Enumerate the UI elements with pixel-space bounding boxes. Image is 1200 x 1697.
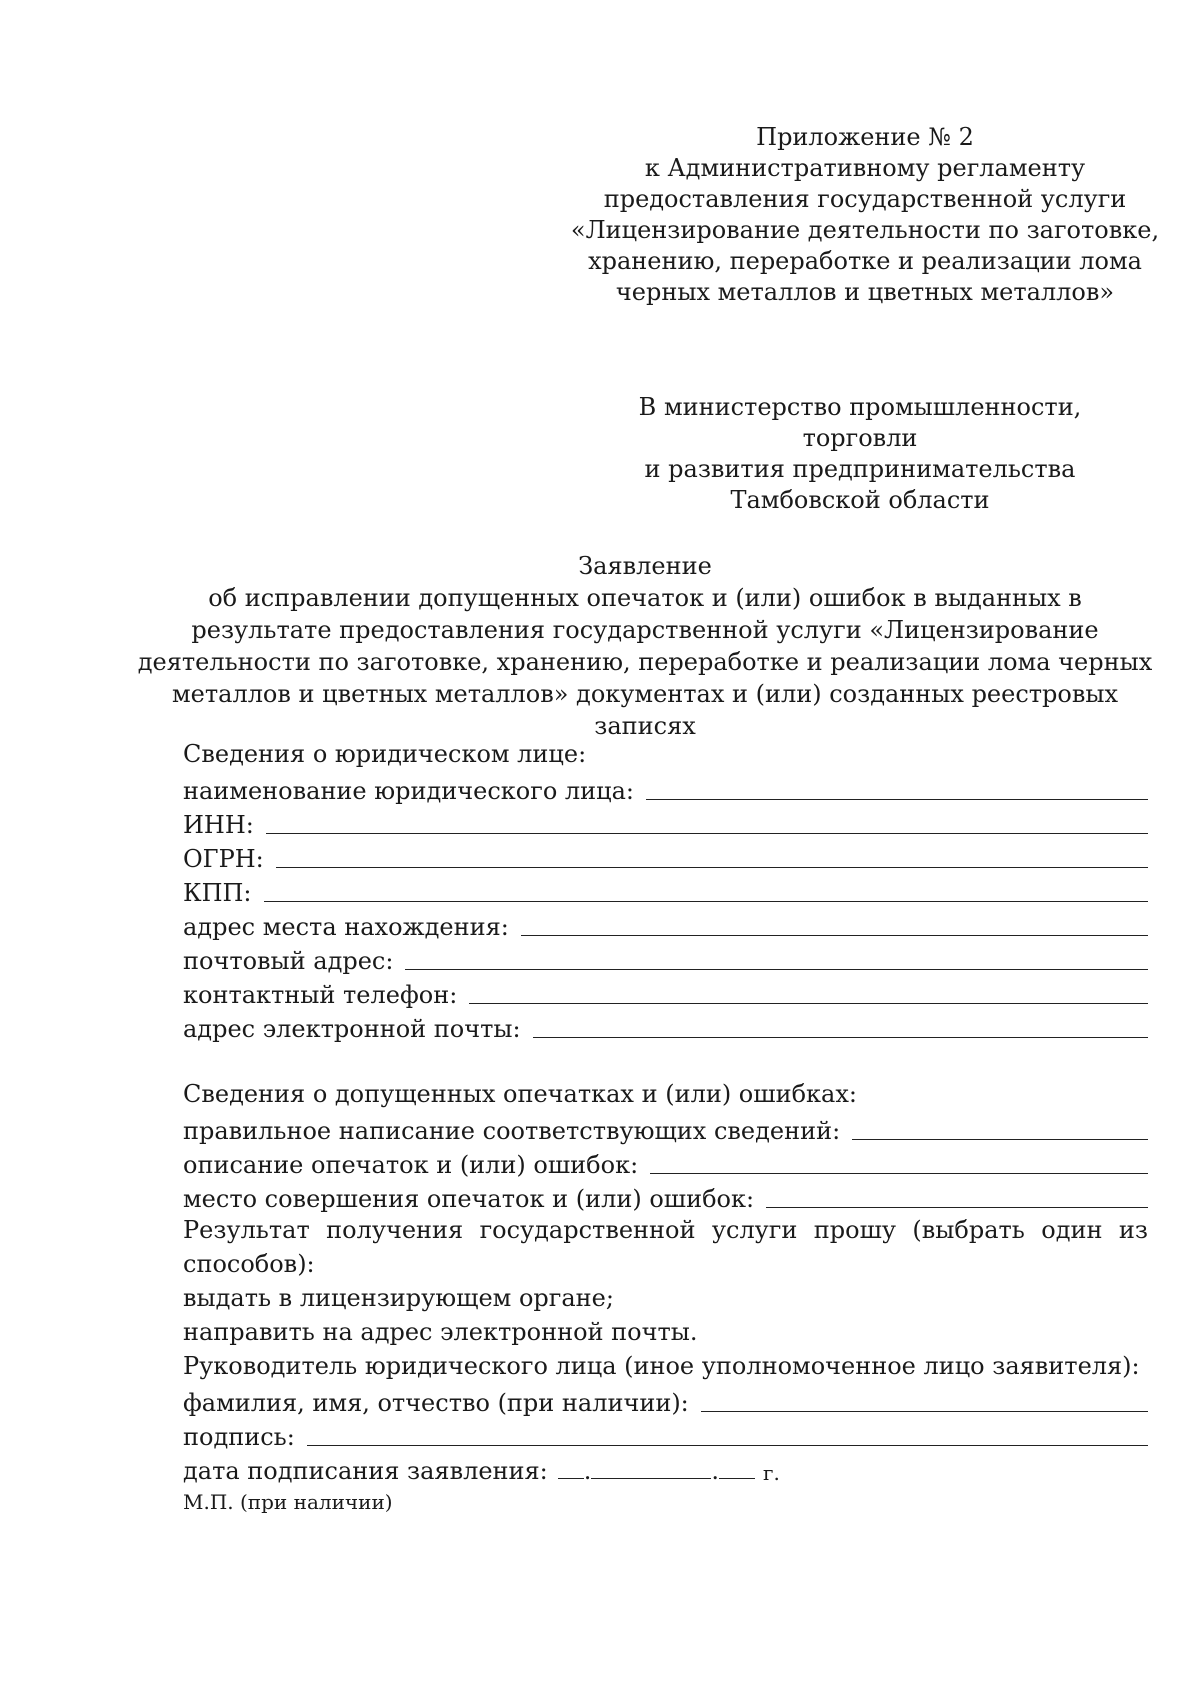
kpp-blank[interactable] [264, 900, 1148, 902]
location-label: адрес места нахождения: [183, 913, 509, 941]
signature-blank[interactable] [307, 1444, 1148, 1446]
appendix-line: Приложение № 2 [756, 123, 974, 151]
option-licensing-authority: выдать в лицензирующем органе; [183, 1284, 614, 1312]
name-field-row [183, 771, 1148, 805]
appendix-header [570, 122, 1160, 308]
inn-field-row [183, 805, 1148, 839]
place-label: место совершения опечаток и (или) ошибок: [183, 1185, 755, 1213]
errors-heading: Сведения о допущенных опечатках и (или) ошибках: [183, 1080, 857, 1108]
email-blank[interactable] [533, 1036, 1148, 1038]
inn-blank[interactable] [266, 832, 1148, 834]
postal-blank[interactable] [405, 968, 1148, 970]
date-year-blank[interactable] [719, 1477, 755, 1479]
fio-blank[interactable] [701, 1410, 1148, 1412]
title-line: металлов и цветных металлов» документах и (или) созданных реестровых записях [171, 680, 1119, 740]
appendix-line: черных металлов и цветных металлов» [615, 278, 1115, 306]
email-label: адрес электронной почты: [183, 1015, 521, 1043]
inn-label: ИНН: [183, 811, 254, 839]
location-field-row [183, 907, 1148, 941]
application-title [130, 550, 1160, 742]
email-field-row [183, 1009, 1148, 1043]
description-blank[interactable] [650, 1172, 1148, 1174]
appendix-line: к Административному регламенту [644, 154, 1086, 182]
addressee-line: В министерство промышленности, торговли [638, 393, 1082, 452]
ogrn-label: ОГРН: [183, 845, 264, 873]
legal-entity-heading: Сведения о юридическом лице: [183, 740, 587, 768]
result-line-2: способов): [183, 1250, 315, 1278]
stamp-note: М.П. (при наличии) [183, 1490, 393, 1514]
kpp-label: КПП: [183, 879, 252, 907]
date-separator: . [711, 1457, 720, 1485]
name-blank[interactable] [646, 798, 1148, 800]
date-field-row [183, 1451, 1148, 1485]
postal-label: почтовый адрес: [183, 947, 394, 975]
fio-label: фамилия, имя, отчество (при наличии): [183, 1389, 689, 1417]
addressee-block [580, 392, 1140, 516]
title-line: деятельности по заготовке, хранению, переработке и реализации лома черных [137, 648, 1153, 676]
application-form [183, 737, 1148, 1517]
description-field-row [183, 1145, 1148, 1179]
correct-field-row [183, 1111, 1148, 1145]
signature-label: подпись: [183, 1423, 295, 1451]
location-blank[interactable] [521, 934, 1148, 936]
appendix-line: хранению, переработке и реализации лома [588, 247, 1142, 275]
title-heading: Заявление [578, 552, 712, 580]
description-label: описание опечаток и (или) ошибок: [183, 1151, 639, 1179]
title-line: об исправлении допущенных опечаток и (или) ошибок в выданных в [208, 584, 1082, 612]
phone-field-row [183, 975, 1148, 1009]
date-suffix: г. [763, 1461, 780, 1485]
title-line: результате предоставления государственной услуги «Лицензирование [191, 616, 1099, 644]
place-field-row [183, 1179, 1148, 1213]
postal-field-row [183, 941, 1148, 975]
date-month-blank[interactable] [591, 1477, 711, 1479]
result-line-1: Результат получения государственной услуги прошу (выбрать один из [183, 1216, 1148, 1244]
name-label: наименование юридического лица: [183, 777, 634, 805]
date-separator: . [583, 1457, 592, 1485]
section-gap [183, 1043, 1148, 1077]
head-label: Руководитель юридического лица (иное уполномоченное лицо заявителя): [183, 1352, 1140, 1380]
appendix-line: предоставления государственной услуги [603, 185, 1127, 213]
phone-label: контактный телефон: [183, 981, 458, 1009]
date-day-blank[interactable] [558, 1477, 584, 1479]
fio-field-row [183, 1383, 1148, 1417]
phone-blank[interactable] [469, 1002, 1148, 1004]
ogrn-blank[interactable] [276, 866, 1148, 868]
kpp-field-row [183, 873, 1148, 907]
correct-label: правильное написание соответствующих сведений: [183, 1117, 841, 1145]
appendix-line: «Лицензирование деятельности по заготовке, [570, 216, 1160, 244]
addressee-line: Тамбовской области [730, 486, 990, 514]
option-email: направить на адрес электронной почты. [183, 1318, 698, 1346]
date-label: дата подписания заявления: [183, 1457, 548, 1485]
addressee-line: и развития предпринимательства [644, 455, 1076, 483]
signature-field-row [183, 1417, 1148, 1451]
place-blank[interactable] [766, 1206, 1148, 1208]
ogrn-field-row [183, 839, 1148, 873]
correct-blank[interactable] [852, 1138, 1148, 1140]
